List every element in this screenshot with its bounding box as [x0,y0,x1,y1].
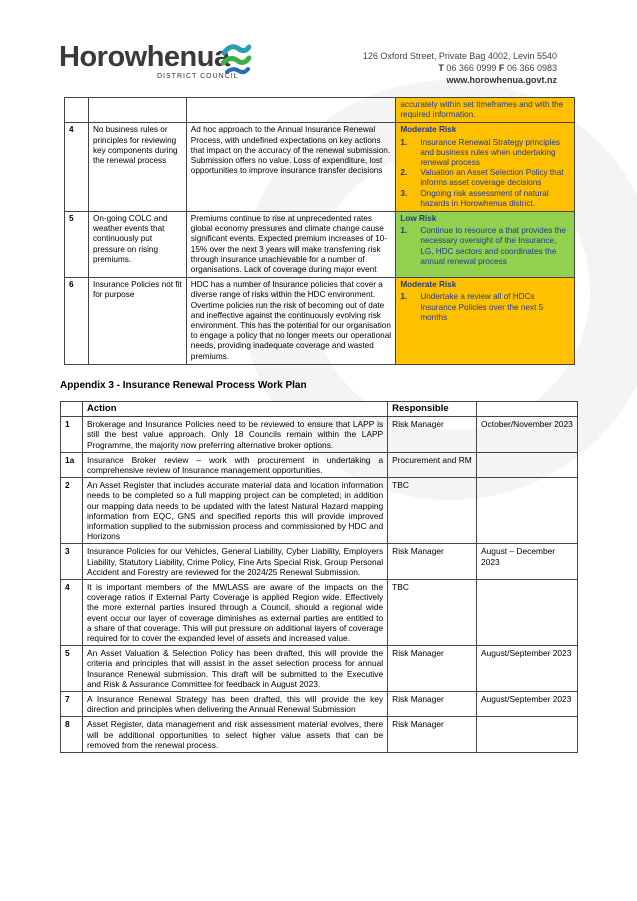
plan-number: 4 [61,580,83,646]
risk-number: 5 [65,212,89,278]
phone-number: 06 366 0999 [446,63,497,73]
council-logo [59,41,239,80]
plan-timeframe: August/September 2023 [477,692,578,717]
header-num [61,402,83,417]
risk-mitigation [396,212,575,278]
risk-mitigation [396,98,575,123]
logo-emblem-icon [221,43,251,77]
mitigation-item [400,138,570,169]
plan-timeframe: August/September 2023 [477,646,578,692]
plan-number: 8 [61,717,83,753]
header-action: Action [82,402,387,417]
risk-mitigation [396,123,575,212]
plan-responsible: TBC [388,478,477,544]
plan-action: A Insurance Renewal Strategy has been drafted, this will provide the key direction and principles when delivering the Annual Renewal Submission [82,692,387,717]
mitigation-item-text: Ongoing risk assessment of natural hazards in Horowhenua district. [420,188,549,208]
plan-responsible: Risk Manager [388,544,477,580]
plan-responsible: TBC [388,580,477,646]
mitigation-list [400,138,570,209]
risk-issue [88,98,186,123]
plan-timeframe: October/November 2023 [477,417,578,453]
plan-timeframe [477,452,578,477]
website-link[interactable]: www.horowhenua.govt.nz [446,75,557,85]
risk-number: 4 [65,123,89,212]
mitigation-item-number: 1. [400,292,408,302]
mitigation-item [400,168,570,188]
risk-description [186,98,396,123]
mitigation-list [400,292,570,323]
work-plan-header-row [61,402,578,417]
plan-action: Asset Register, data management and risk assessment material evolves, there will be additional opportunities to select higher value assets that can be removed from the renewal process. [82,717,387,753]
plan-action: An Asset Valuation & Selection Policy has been drafted, this will provide the criteria and principles that will assist in the asset selection process for annual Insurance Renewal submission. This draft will be submitted to the Executive and Risk & Assurance Committee for feedback in August 2023. [82,646,387,692]
header-timeframe [477,402,578,417]
plan-number: 5 [61,646,83,692]
risk-level-label: Moderate Risk [400,125,457,135]
work-plan-row [61,692,578,717]
work-plan-row [61,417,578,453]
plan-responsible: Procurement and RM [388,452,477,477]
plan-number: 1 [61,417,83,453]
header-responsible: Responsible [388,402,477,417]
risk-level-label: Moderate Risk [400,280,457,290]
plan-action: It is important members of the MWLASS are aware of the impacts on the coverage ratios if External Party Coverage is applied Region wide. Effectively the more external parties insured through a Council, should a regional wide event occur our layer of coverage diminishes as external parties are entitled to a share of that coverage. This will put pressure on additional layers of coverage required for to cover the expanded level of assets and increased value. [82,580,387,646]
plan-action: Brokerage and Insurance Policies need to be reviewed to ensure that LAPP is still the best value approach. Only 18 Councils remain within the LAPP Programme, the majority now preferring alternative broker options. [82,417,387,453]
plan-action: Insurance Broker review – work with procurement in undertaking a comprehensive review of Insurance management opportunities. [82,452,387,477]
risk-row [65,278,575,365]
logo-subtitle: DISTRICT COUNCIL [157,73,239,80]
work-plan-row [61,646,578,692]
plan-responsible: Risk Manager [388,717,477,753]
risk-description: Premiums continue to rise at unprecedented rates global economy pressures and climate change cause significant events. Expected premium increases of 10-15% over the next 3 years will make transferring risk through insurance unachievable for a number of organisations. Lack of coverage during major event [186,212,396,278]
risk-number [65,98,89,123]
risk-issue: Insurance Policies not fit for purpose [88,278,186,365]
risk-mitigation [396,278,575,365]
plan-number: 2 [61,478,83,544]
plan-action: Insurance Policies for our Vehicles, General Liability, Cyber Liability, Employers Liability, Statutory Liability, Crime Policy, Fine Arts Special Risk, Group Personal Accident and Forestry are reviewed for the 2024/25 Renewal Submission. [82,544,387,580]
work-plan-row [61,717,578,753]
logo-wordmark: Horowhenua [59,41,230,73]
mitigation-item-number: 3. [400,188,408,198]
risk-issue: No business rules or principles for reviewing key components during the renewal process [88,123,186,212]
appendix-title: Appendix 3 - Insurance Renewal Process Work Plan [60,380,307,391]
mitigation-item [400,189,570,209]
plan-timeframe [477,478,578,544]
risk-row [65,98,575,123]
plan-timeframe: August – December 2023 [477,544,578,580]
mitigation-item-text: Undertake a review all of HDCs Insurance Policies over the next 5 months [420,292,544,322]
risk-table [64,97,575,365]
street-address: 126 Oxford Street, Private Bag 4002, Levin 5540 [362,51,557,61]
plan-responsible: Risk Manager [388,692,477,717]
plan-number: 7 [61,692,83,717]
mitigation-item-text: Continue to resource a that provides the necessary oversight of the Insurance, LG, HDC sectors and coordinates the annual renewal process [420,226,566,266]
work-plan-table [60,401,578,753]
risk-description: HDC has a number of Insurance policies that cover a diverse range of risks within the HDC environment. Overtime policies run the risk of becoming out of date and ineffective against the continuously evolving risk environment. This has the potential for our organisation to engage a policy that no longer meets our operational needs, providing inadequate coverage and wasted premiums. [186,278,396,365]
plan-timeframe [477,717,578,753]
mitigation-item-text: Insurance Renewal Strategy principles and business rules when undertaking renewal process [420,137,561,168]
phone-label: T [438,63,444,73]
risk-number: 6 [65,278,89,365]
work-plan-row [61,544,578,580]
fax-number: 06 366 0983 [506,63,557,73]
mitigation-text: accurately within set timeframes and with the required information. [400,100,564,120]
plan-responsible: Risk Manager [388,646,477,692]
plan-number: 1a [61,452,83,477]
contact-address [363,50,557,86]
mitigation-item [400,226,570,267]
phone-fax-line [363,62,557,74]
plan-timeframe [477,580,578,646]
mitigation-item-text: Valuation an Asset Selection Policy that informs asset coverage decisions [420,168,564,188]
plan-responsible: Risk Manager [388,417,477,453]
risk-level-label: Low Risk [400,214,437,224]
mitigation-item-number: 1. [400,226,408,236]
fax-label: F [498,63,505,73]
mitigation-item-number: 1. [400,137,408,147]
risk-description: Ad hoc approach to the Annual Insurance Renewal Process, with undefined expectations on key actions that impact on the accuracy of the renewal submission. Submission offers no value. Loss of expenditure, lost opportunities to improve insurance transfer decisions [186,123,396,212]
risk-row [65,123,575,212]
plan-number: 3 [61,544,83,580]
work-plan-row [61,478,578,544]
risk-row [65,212,575,278]
mitigation-list [400,226,570,267]
plan-action: An Asset Register that includes accurate material data and location information needs to be completed so a full mapping project can be completed; in addition our mapping data needs to be updated with the latest Natural Hazard mapping information from EQC, GNS and specified reports this will provide improved information supplied to the submission process and commissioned by HDC and Horizons [82,478,387,544]
mitigation-item [400,292,570,323]
work-plan-row [61,452,578,477]
risk-issue: On-going COLC and weather events that continuously put pressure on rising premiums. [88,212,186,278]
work-plan-row [61,580,578,646]
mitigation-item-number: 2. [400,168,408,178]
